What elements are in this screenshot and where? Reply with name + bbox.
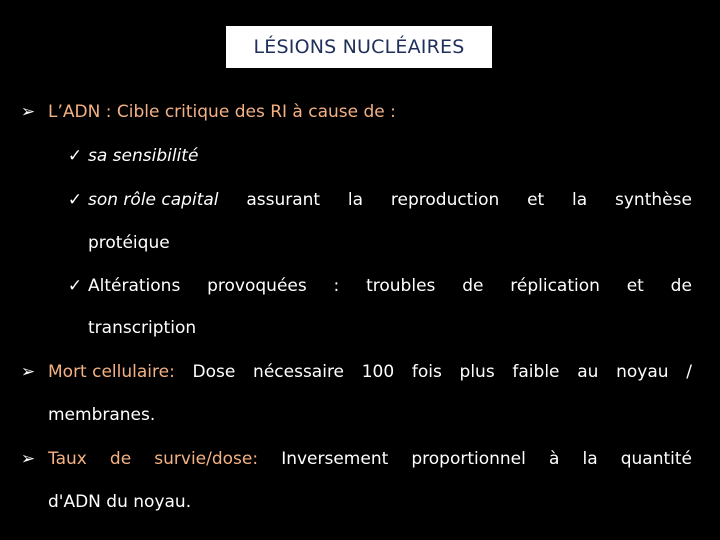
word: noyau — [616, 362, 669, 382]
arrow-bullet-icon: ➢ — [20, 362, 36, 382]
bullet-2-continuation: membranes. — [48, 405, 156, 425]
subitem-3-continuation: transcription — [88, 318, 197, 338]
word: la — [347, 190, 364, 210]
subitem-3-line — [88, 276, 692, 296]
word: à — [548, 449, 560, 469]
word: synthèse — [615, 190, 692, 210]
word: et — [527, 190, 545, 210]
bullet-2-lead: Mort cellulaire: — [48, 362, 175, 382]
word: Taux — [48, 449, 87, 469]
slide-title-text: LÉSIONS NUCLÉAIRES — [253, 36, 465, 58]
word: la — [572, 190, 588, 210]
word: 100 — [361, 362, 395, 382]
bullet-2-line — [48, 362, 692, 382]
subitem-2-continuation: protéique — [88, 233, 170, 253]
word: reproduction — [390, 190, 500, 210]
word: : — [333, 276, 340, 296]
word: réplication — [510, 276, 600, 296]
word: faible — [512, 362, 560, 382]
word: / — [686, 362, 692, 382]
checkmark-icon: ✓ — [67, 190, 83, 210]
bullet-3-line — [48, 449, 692, 469]
word: plus — [459, 362, 495, 382]
arrow-bullet-icon: ➢ — [20, 102, 36, 122]
word: quantité — [620, 449, 692, 469]
word: troubles — [366, 276, 436, 296]
word: Inversement — [281, 449, 389, 469]
word: au — [577, 362, 599, 382]
word: nécessaire — [253, 362, 345, 382]
subitem-2-line — [88, 190, 692, 210]
word: de — [670, 276, 692, 296]
word: assurant — [246, 190, 321, 210]
subitem-2-lead: son rôle capital — [88, 190, 219, 210]
word: et — [626, 276, 644, 296]
word: de — [462, 276, 484, 296]
subitem-1-text: sa sensibilité — [88, 146, 199, 166]
word: fois — [411, 362, 442, 382]
checkmark-icon: ✓ — [67, 276, 83, 296]
checkmark-icon: ✓ — [67, 146, 83, 166]
word: Altérations — [88, 276, 181, 296]
slide-title — [226, 26, 492, 68]
arrow-bullet-icon: ➢ — [20, 449, 36, 469]
bullet-1-text: L’ADN : Cible critique des RI à cause de : — [48, 102, 396, 122]
word: survie/dose: — [154, 449, 259, 469]
word: de — [109, 449, 132, 469]
word: proportionnel — [411, 449, 526, 469]
bullet-3-continuation: d'ADN du noyau. — [48, 492, 192, 512]
word: la — [582, 449, 598, 469]
word: Dose — [192, 362, 236, 382]
word: provoquées — [207, 276, 307, 296]
